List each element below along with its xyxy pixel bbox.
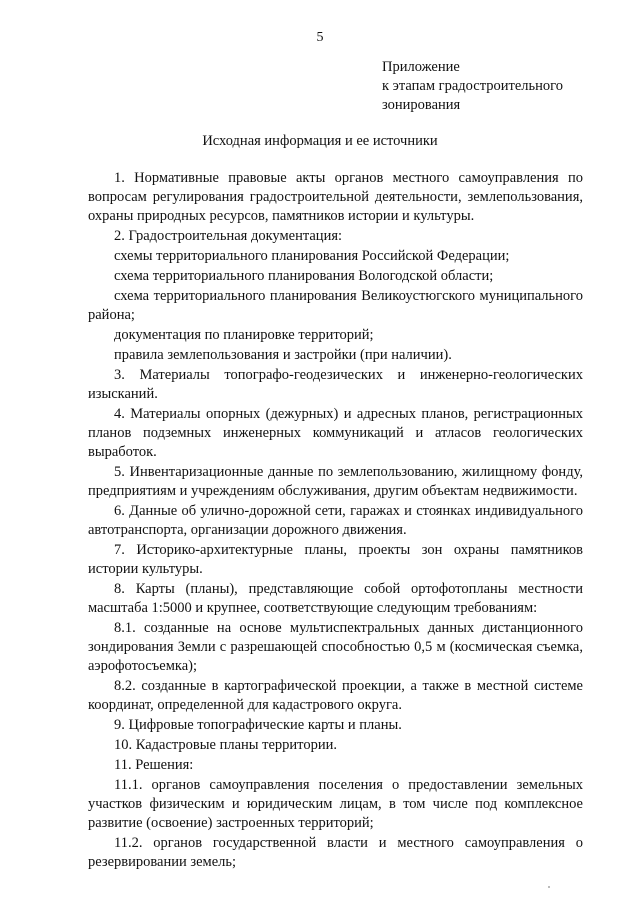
scan-artifact bbox=[548, 886, 550, 888]
paragraph-3: 3. Материалы топографо-геодезических и инженерно-геологических изысканий. bbox=[88, 367, 583, 402]
document-body bbox=[88, 169, 583, 873]
list-item-scheme-rf: схемы территориального планирования Российской Федерации; bbox=[114, 248, 510, 264]
paragraph-8-2: 8.2. созданные в картографической проекции, а также в местной системе координат, определенной для кадастрового округа. bbox=[88, 678, 583, 713]
list-item-zoning-rules: правила землепользования и застройки (при наличии). bbox=[114, 347, 452, 363]
paragraph-11-2: 11.2. органов государственной власти и местного самоуправления о резервировании земель; bbox=[88, 835, 583, 870]
paragraph-4: 4. Материалы опорных (дежурных) и адресных планов, регистрационных планов подземных инженерных коммуникаций и атласов геологических выработок. bbox=[88, 406, 583, 460]
paragraph-8-1: 8.1. созданные на основе мультиспектральных данных дистанционного зондирования Земли с разрешающей способностью 0,5 м (космическая съемка, аэрофотосъемка); bbox=[88, 620, 583, 674]
paragraph-10: 10. Кадастровые планы территории. bbox=[114, 737, 337, 753]
document-title: Исходная информация и ее источники bbox=[202, 133, 438, 149]
list-item-scheme-vologda: схема территориального планирования Вологодской области; bbox=[114, 268, 494, 284]
appendix-line-2: к этапам градостроительного bbox=[382, 78, 563, 94]
paragraph-11: 11. Решения: bbox=[114, 757, 194, 773]
list-item-planning-docs: документация по планировке территорий; bbox=[114, 327, 374, 343]
appendix-line-1: Приложение bbox=[382, 59, 460, 75]
appendix-line-3: зонирования bbox=[382, 97, 461, 113]
paragraph-6: 6. Данные об улично-дорожной сети, гаражах и стоянках индивидуального автотранспорта, организации дорожного движения. bbox=[88, 503, 583, 538]
paragraph-2: 2. Градостроительная документация: bbox=[114, 228, 343, 244]
page-number: 5 bbox=[316, 30, 324, 45]
paragraph-5: 5. Инвентаризационные данные по землепользованию, жилищному фонду, предприятиям и учреждениям обслуживания, другим объектам недвижимости. bbox=[88, 464, 583, 499]
paragraph-1: 1. Нормативные правовые акты органов местного самоуправления по вопросам регулирования градостроительной деятельности, землепользования, охраны природных ресурсов, памятников истории и культуры. bbox=[88, 170, 583, 224]
paragraph-11-1: 11.1. органов самоуправления поселения о предоставлении земельных участков физическим и юридическим лицам, в том числе под комплексное развитие (освоение) застроенных территорий; bbox=[88, 777, 583, 831]
paragraph-9: 9. Цифровые топографические карты и планы. bbox=[114, 717, 402, 733]
paragraph-7: 7. Историко-архитектурные планы, проекты зон охраны памятников истории культуры. bbox=[88, 542, 583, 577]
list-item-scheme-velikoustyug: схема территориального планирования Великоустюгского муниципального района; bbox=[88, 288, 583, 323]
appendix-header bbox=[382, 58, 563, 115]
paragraph-8: 8. Карты (планы), представляющие собой ортофотопланы местности масштаба 1:5000 и крупнее, соответствующие следующим требованиям: bbox=[88, 581, 583, 616]
